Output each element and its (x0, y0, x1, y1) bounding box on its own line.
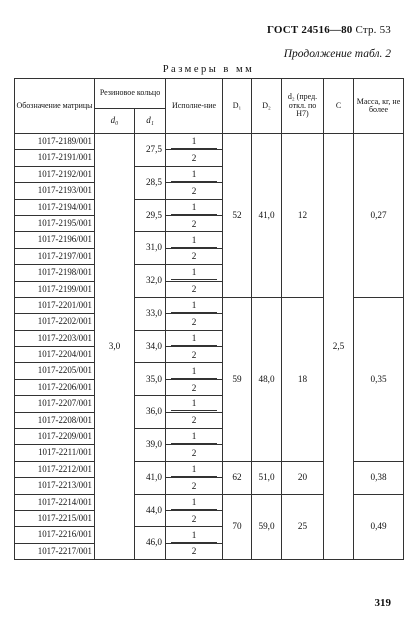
matrix-code: 1017-2204/001 (15, 347, 95, 363)
execution-cell: 2 (166, 314, 223, 330)
page-header (267, 24, 391, 36)
sizes-caption: Размеры в мм (162, 64, 255, 75)
execution-cell: 2 (166, 412, 223, 428)
matrix-code: 1017-2212/001 (15, 461, 95, 477)
execution-cell: 1 (166, 166, 223, 182)
d1-value: 41,0 (135, 461, 166, 494)
d1-value: 31,0 (135, 232, 166, 265)
d1-value: 27,5 (135, 134, 166, 167)
standard-number: ГОСТ 24516—80 (266, 24, 353, 36)
matrix-code: 1017-2196/001 (15, 232, 95, 248)
d1-value: 29,5 (135, 199, 166, 232)
d1-value: 34,0 (135, 330, 166, 363)
execution-cell: 1 (166, 494, 223, 510)
D1-value: 52 (223, 134, 252, 298)
matrix-code: 1017-2189/001 (15, 134, 95, 150)
execution-cell: 1 (166, 330, 223, 346)
d0-value: 3,0 (95, 134, 135, 560)
matrix-code: 1017-2214/001 (15, 494, 95, 510)
execution-cell: 2 (166, 281, 223, 297)
execution-cell: 1 (166, 363, 223, 379)
execution-cell: 1 (166, 396, 223, 412)
matrix-code: 1017-2215/001 (15, 510, 95, 526)
d1-value: 33,0 (135, 297, 166, 330)
D1-value: 59 (223, 297, 252, 461)
header-designation: Обозначение матрицы (15, 79, 95, 134)
execution-cell: 2 (166, 183, 223, 199)
matrix-code: 1017-2203/001 (15, 330, 95, 346)
header-execution: Исполне-ние (166, 79, 223, 134)
header-mass: Масса, кг, не более (354, 79, 404, 134)
d1-value: 32,0 (135, 265, 166, 298)
matrix-code: 1017-2207/001 (15, 396, 95, 412)
execution-cell: 2 (166, 150, 223, 166)
spec-table (14, 78, 404, 560)
execution-cell: 2 (166, 543, 223, 559)
D2-value: 51,0 (252, 461, 282, 494)
header-C: C (324, 79, 354, 134)
matrix-code: 1017-2193/001 (15, 183, 95, 199)
header-d1: d₁ (135, 109, 166, 134)
execution-cell: 2 (166, 478, 223, 494)
execution-cell: 1 (166, 265, 223, 281)
d1-value: 36,0 (135, 396, 166, 429)
matrix-code: 1017-2211/001 (15, 445, 95, 461)
matrix-code: 1017-2205/001 (15, 363, 95, 379)
matrix-code: 1017-2192/001 (15, 166, 95, 182)
d2-value: 20 (282, 461, 324, 494)
d2-value: 12 (282, 134, 324, 298)
matrix-code: 1017-2202/001 (15, 314, 95, 330)
d1-value: 35,0 (135, 363, 166, 396)
matrix-code: 1017-2208/001 (15, 412, 95, 428)
header-D2: D₂ (252, 79, 282, 134)
matrix-code: 1017-2191/001 (15, 150, 95, 166)
matrix-code: 1017-2217/001 (15, 543, 95, 559)
matrix-code: 1017-2209/001 (15, 429, 95, 445)
execution-cell: 1 (166, 199, 223, 215)
execution-cell: 1 (166, 232, 223, 248)
matrix-code: 1017-2199/001 (15, 281, 95, 297)
header-rubber-ring: Резиновое кольцо (95, 79, 166, 109)
header-d0: d₀ (95, 109, 135, 134)
execution-cell: 1 (166, 461, 223, 477)
D1-value: 70 (223, 494, 252, 560)
mass-value: 0,49 (354, 494, 404, 560)
page-number: 319 (374, 597, 391, 609)
matrix-code: 1017-2206/001 (15, 379, 95, 395)
execution-cell: 1 (166, 429, 223, 445)
D2-value: 48,0 (252, 297, 282, 461)
execution-cell: 2 (166, 445, 223, 461)
d2-value: 25 (282, 494, 324, 560)
page-label: Стр. 53 (355, 24, 391, 36)
D2-value: 41,0 (252, 134, 282, 298)
matrix-code: 1017-2194/001 (15, 199, 95, 215)
matrix-code: 1017-2195/001 (15, 215, 95, 231)
d1-value: 46,0 (135, 527, 166, 560)
execution-cell: 1 (166, 134, 223, 150)
execution-cell: 2 (166, 347, 223, 363)
mass-value: 0,35 (354, 297, 404, 461)
mass-value: 0,27 (354, 134, 404, 298)
execution-cell: 1 (166, 297, 223, 313)
execution-cell: 1 (166, 527, 223, 543)
C-value: 2,5 (324, 134, 354, 560)
D2-value: 59,0 (252, 494, 282, 560)
header-D1: D₁ (223, 79, 252, 134)
d1-value: 28,5 (135, 166, 166, 199)
mass-value: 0,38 (354, 461, 404, 494)
d2-value: 18 (282, 297, 324, 461)
d1-value: 39,0 (135, 429, 166, 462)
header-d2: d₂ (пред. откл. по Н7) (282, 79, 324, 134)
execution-cell: 2 (166, 510, 223, 526)
d1-value: 44,0 (135, 494, 166, 527)
matrix-code: 1017-2198/001 (15, 265, 95, 281)
D1-value: 62 (223, 461, 252, 494)
matrix-code: 1017-2197/001 (15, 248, 95, 264)
continuation-caption: Продолжение табл. 2 (283, 48, 391, 60)
matrix-code: 1017-2216/001 (15, 527, 95, 543)
matrix-code: 1017-2213/001 (15, 478, 95, 494)
execution-cell: 2 (166, 215, 223, 231)
matrix-code: 1017-2201/001 (15, 297, 95, 313)
execution-cell: 2 (166, 248, 223, 264)
execution-cell: 2 (166, 379, 223, 395)
